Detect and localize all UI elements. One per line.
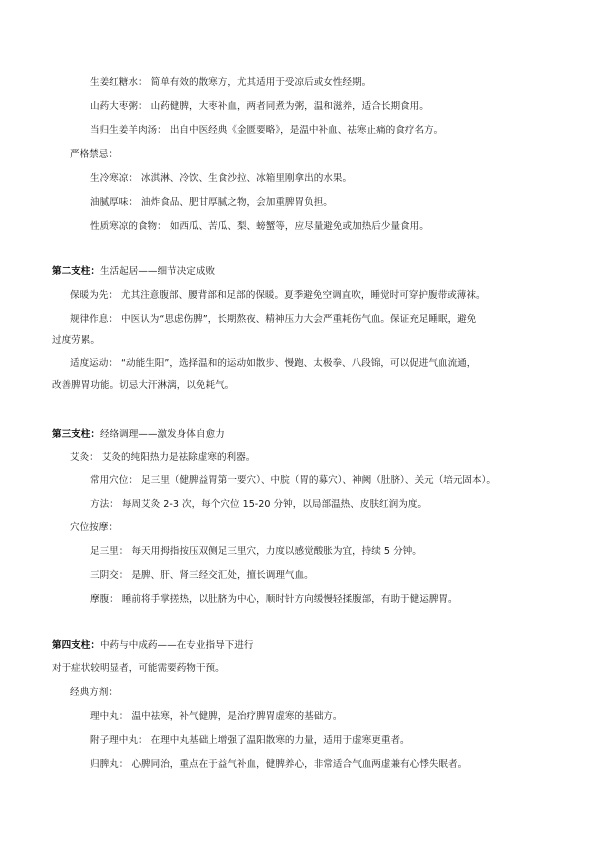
text-line: 过度劳累。 [52, 335, 100, 346]
text-line: 当归生姜羊肉汤： 出自中医经典《金匮要略》，是温中补血、祛寒止痛的食疗名方。 [90, 125, 444, 136]
text-line: 归脾丸： 心脾同治，重点在于益气补血，健脾养心，非常适合气血两虚兼有心悸失眠者。 [90, 759, 468, 770]
text-line: 常用穴位： 足三里（健脾益胃第一要穴）、中脘（胃的募穴）、神阙（肚脐）、关元（培元固本）。 [90, 475, 496, 486]
text-line: 性质寒凉的食物： 如西瓜、苦瓜、梨、螃蟹等，应尽量避免或加热后少量食用。 [90, 221, 429, 232]
text-line: 对于症状较明显者，可能需要药物干预。 [52, 663, 225, 674]
text-line: 规律作息： 中医认为“思虑伤脾”，长期熬夜、精神压力大会严重耗伤气血。保证充足睡眠，避免 [70, 314, 477, 325]
text-line: 保暖为先： 尤其注意腹部、腰背部和足部的保暖。夏季避免空调直吹，睡觉时可穿护腹带或薄袜。 [70, 290, 486, 301]
text-line: 经典方剂： [70, 687, 118, 698]
text-line: 摩腹： 睡前将手掌搓热，以肚脐为中心，顺时针方向缓慢轻揉腹部，有助于健运脾胃。 [90, 594, 458, 605]
section-heading: 第三支柱：经络调理——激发身体自愈力 [52, 429, 225, 440]
section-heading: 第二支柱：生活起居——细节决定成败 [52, 266, 216, 277]
text-line: 艾灸： 艾灸的纯阳热力是祛除虚寒的利器。 [70, 452, 256, 463]
text-line: 附子理中丸： 在理中丸基础上增强了温阳散寒的力量，适用于虚寒更重者。 [90, 735, 410, 746]
text-line: 方法： 每周艾灸 2-3 次，每个穴位 15-20 分钟，以局部温热、皮肤红润为度。 [90, 499, 428, 510]
text-line: 生冷寒凉： 冰淇淋、冷饮、生食沙拉、冰箱里刚拿出的水果。 [90, 173, 353, 184]
text-line: 油腻厚味： 油炸食品、肥甘厚腻之物，会加重脾胃负担。 [90, 197, 333, 208]
text-line: 山药大枣粥： 山药健脾，大枣补血，两者同煮为粥，温和滋养，适合长期食用。 [90, 101, 429, 112]
text-line: 三阴交： 是脾、肝、肾三经交汇处，擅长调理气血。 [90, 570, 314, 581]
text-line: 改善脾胃功能。切忌大汗淋漓，以免耗气。 [52, 380, 235, 391]
text-line: 理中丸： 温中祛寒，补气健脾，是治疗脾胃虚寒的基础方。 [90, 711, 343, 722]
text-line: 适度运动： “动能生阳”，选择温和的运动如散步、慢跑、太极拳、八段锦，可以促进气血流通， [70, 358, 477, 369]
text-line: 严格禁忌： [70, 149, 118, 160]
text-line: 足三里： 每天用拇指按压双侧足三里穴，力度以感觉酸胀为宜，持续 5 分钟。 [90, 546, 422, 557]
section-heading: 第四支柱：中药与中成药——在专业指导下进行 [52, 640, 254, 651]
text-line: 穴位按摩： [70, 522, 118, 533]
text-line: 生姜红糖水： 简单有效的散寒方，尤其适用于受凉后或女性经期。 [90, 77, 372, 88]
